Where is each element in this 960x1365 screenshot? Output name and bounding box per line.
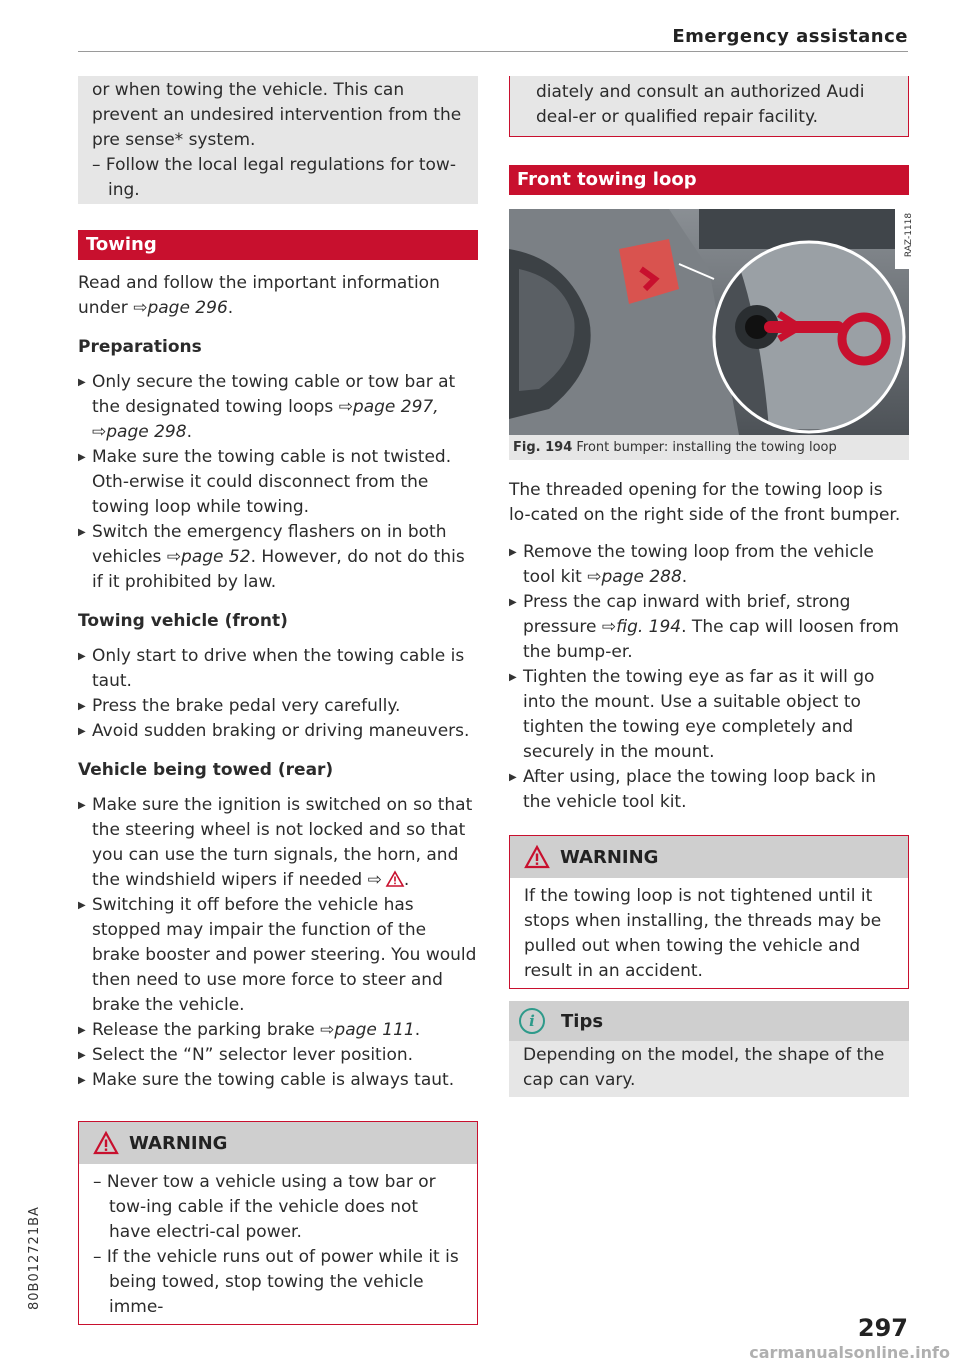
warning-item: – Never tow a vehicle using a tow bar or tow-ing cable if the vehicle does not have electri-cal power.: [93, 1172, 436, 1242]
step-text: Make sure the towing cable is not twisted. Oth-erwise it could disconnect from the towing loop while towing.: [92, 447, 452, 517]
list-item: ▶ Only start to drive when the towing cable is taut.: [78, 644, 478, 694]
watermark: carmanualsonline.info: [749, 1343, 950, 1362]
step-text: Tighten the towing eye as far as it will go into the mount. Use a suitable object to tighten the towing eye completely and securely in the mount.: [523, 667, 875, 762]
step-end: .: [403, 870, 410, 890]
left-column: [78, 76, 478, 1325]
step-link[interactable]: ⇨fig. 194: [601, 617, 682, 637]
tips-body: [509, 1041, 909, 1097]
page-number: 297: [857, 1314, 908, 1342]
tips-text: Depending on the model, the shape of the cap can vary.: [523, 1045, 885, 1090]
vehicle-being-towed-heading: Vehicle being towed (rear): [78, 760, 334, 780]
step-text: Only secure the towing cable or tow bar at the designated towing loops: [92, 372, 456, 417]
tips-box: [509, 1001, 909, 1097]
step-link[interactable]: ⇨page 52: [166, 547, 251, 567]
step-text: Make sure the ignition is switched on so that the steering wheel is not locked and so that you can use the turn signals, the horn, and the windshield wipers if needed ⇨: [92, 795, 473, 890]
list-item: [509, 765, 909, 815]
step-text: Release the parking brake: [92, 1020, 321, 1040]
figure-code: RAZ-1118: [903, 212, 914, 258]
towing-loop-figure: [509, 209, 914, 435]
warning-triangle-icon: [386, 871, 404, 887]
towing-loop-intro: The threaded opening for the towing loop is lo-cated on the right side of the front bumper.: [509, 480, 901, 525]
towing-vehicle-front-heading: Towing vehicle (front): [78, 611, 288, 631]
step-text: Switch the emergency flashers on in both vehicles: [92, 522, 447, 567]
list-item: [78, 1068, 478, 1093]
preparations-heading: Preparations: [78, 337, 202, 357]
rear-steps-list: [78, 793, 478, 1093]
left-warning-box: [78, 1121, 478, 1325]
list-item: [78, 370, 478, 445]
step-link[interactable]: ⇨page 297, ⇨page 298: [92, 397, 439, 442]
intro-note-box: [78, 76, 478, 204]
intro-note-text: or when towing the vehicle. This can prevent an undesired intervention from the pre sense* system.: [92, 80, 462, 150]
list-item: [509, 665, 909, 765]
list-item: [78, 793, 478, 893]
towing-intro-link[interactable]: ⇨page 296: [133, 298, 228, 318]
info-icon: i: [519, 1008, 545, 1034]
step-link[interactable]: ⇨page 288: [587, 567, 682, 587]
figure-caption: [509, 435, 909, 460]
list-item: ▶ Press the brake pedal very carefully.: [78, 694, 478, 719]
list-item: [78, 445, 478, 520]
front-towing-loop-heading: Front towing loop: [509, 165, 909, 195]
document-code: 80B012721BA: [27, 1206, 42, 1310]
page-header-title: Emergency assistance: [672, 26, 908, 47]
step-end: .: [186, 422, 192, 442]
warning-body: [510, 878, 908, 988]
step-text: Make sure the towing cable is always taut.: [92, 1070, 455, 1090]
warning-body: [79, 1164, 477, 1324]
warning-label: WARNING: [129, 1132, 228, 1154]
warning-text: If the towing loop is not tightened until it stops when installing, the threads may be pulled out when towing the vehicle and result in an accident.: [524, 886, 882, 981]
warning-triangle-icon: [524, 845, 550, 869]
list-item: [509, 590, 909, 665]
step-text: Select the “N” selector lever position.: [92, 1045, 414, 1065]
figure-caption-text: Front bumper: installing the towing loop: [576, 440, 837, 455]
towing-intro-end: .: [227, 298, 234, 318]
list-item: [78, 893, 478, 1018]
tips-header: [509, 1001, 909, 1041]
step-text: After using, place the towing loop back in the vehicle tool kit.: [523, 767, 877, 812]
towing-heading: Towing: [78, 230, 478, 260]
step-text: Remove the towing loop from the vehicle tool kit: [523, 542, 874, 587]
step-end: . However, do not do this if it prohibited by law.: [92, 547, 465, 592]
towing-intro-text: Read and follow the important information under: [78, 273, 440, 318]
warning-header: [510, 836, 908, 878]
tips-label: Tips: [561, 1010, 604, 1032]
figure-194: [509, 209, 914, 460]
warning-item: – If the vehicle runs out of power while it is being towed, stop towing the vehicle imme-: [93, 1247, 459, 1317]
step-end: .: [681, 567, 688, 587]
intro-note-dash-item: – Follow the local legal regulations for tow-ing.: [92, 155, 456, 200]
warning-header: [79, 1122, 477, 1164]
preparations-list: [78, 370, 478, 595]
step-text: Switching it off before the vehicle has stopped may impair the function of the brake booster and power steering. You would then need to use more force to steer and brake the vehicle.: [92, 895, 477, 1015]
right-column: [509, 76, 914, 1097]
towing-intro: [78, 271, 478, 321]
list-item: [78, 1043, 478, 1068]
continued-warning-text: diately and consult an authorized Audi deal-er or qualified repair facility.: [536, 82, 865, 127]
warning-label: WARNING: [560, 846, 659, 868]
list-item: ▶ Avoid sudden braking or driving maneuvers.: [78, 719, 478, 744]
continued-warning-box: [509, 76, 909, 137]
front-bumper-illustration: [509, 209, 909, 435]
step-text: Press the cap inward with brief, strong pressure: [523, 592, 851, 637]
list-item: [78, 1018, 478, 1043]
figure-label: Fig. 194: [513, 440, 573, 455]
towing-loop-steps: [509, 540, 909, 815]
header-divider: [78, 51, 908, 52]
list-item: [78, 520, 478, 595]
warning-triangle-icon: [93, 1131, 119, 1155]
step-end: .: [414, 1020, 421, 1040]
step-link[interactable]: ⇨page 111: [320, 1020, 415, 1040]
step-end: . The cap will loosen from the bump-er.: [523, 617, 899, 662]
list-item: [509, 540, 909, 590]
right-warning-box: [509, 835, 909, 989]
front-steps-list: [78, 644, 478, 744]
